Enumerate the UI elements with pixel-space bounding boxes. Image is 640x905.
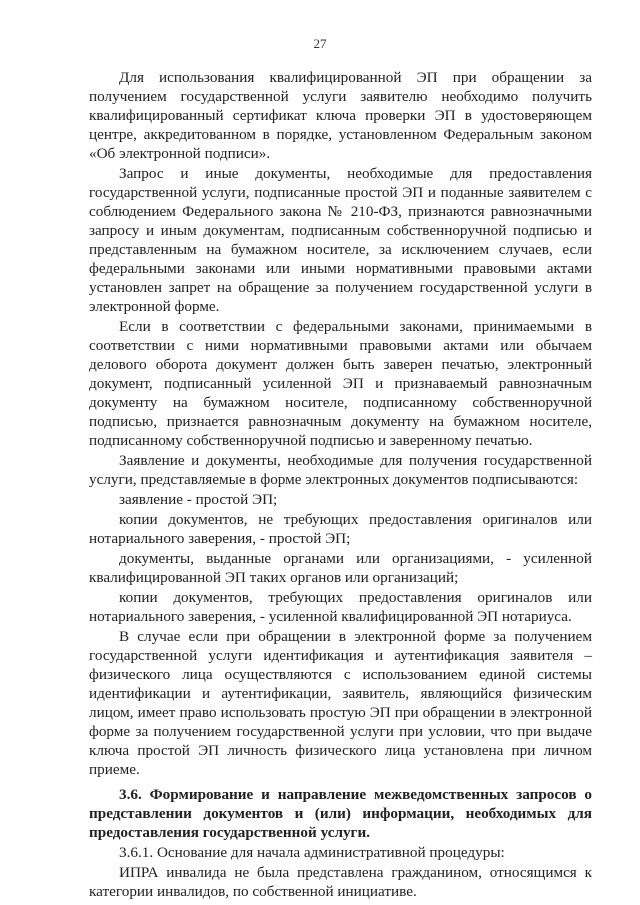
paragraph-seal-equivalence: Если в соответствии с федеральными законами, принимаемыми в соответствии с ними нормативными правовыми актами или обычаем делового оборота документ должен быть заверен печатью, электронный документ, подписанный усиленной ЭП и признаваемый равнозначным документу на бумажном носителе, подписанному собственноручной подписью, признается равнозначным документу на бумажном носителе, подписанному собственноручной подписью и заверенному печатью. (89, 318, 592, 449)
list-item-issued-documents: документы, выданные органами или организациями, - усиленной квалифицированной ЭП таких органов или организаций; (89, 550, 592, 586)
paragraph-procedure-basis: 3.6.1. Основание для начала административной процедуры: (119, 844, 505, 861)
paragraph-qualified-signature: Для использования квалифицированной ЭП при обращении за получением государственной услуги заявителю необходимо получить квалифицированный сертификат ключа проверки ЭП в удостоверяющем центре, аккредитованном в порядке, установленном Федеральным законом «Об электронной подписи». (89, 69, 592, 162)
page-body (89, 68, 592, 901)
paragraph-simple-signature-equivalence: Запрос и иные документы, необходимые для предоставления государственной услуги, подписанные простой ЭП и поданные заявителем с соблюдением Федерального закона № 210-ФЗ, признаются равнозначными запросу и иным документам, подписанным собственноручной подписью и представленным на бумажном носителе, за исключением случаев, если федеральными законами или иными нормативными правовыми актами установлен запрет на обращение за получением государственной услуги в электронной форме. (89, 165, 592, 315)
list-item-copies-notary: копии документов, требующих предоставления оригиналов или нотариального заверения, - усиленной квалифицированной ЭП нотариуса. (89, 589, 592, 625)
paragraph-signing-intro: Заявление и документы, необходимые для получения государственной услуги, представляемые в форме электронных документов подписываются: (89, 452, 592, 488)
section-heading: 3.6. Формирование и направление межведомственных запросов о представлении документов и (или) информации, необходимых для предоставления государственной услуги. (89, 786, 592, 841)
paragraph-identification: В случае если при обращении в электронной форме за получением государственной услуги идентификация и аутентификация заявителя – физического лица осуществляются с использованием единой системы идентификации и аутентификации, заявитель, являющийся физическим лицом, имеет право использовать простую ЭП при обращении в электронной форме за получением государственной услуги при условии, что при выдаче ключа простой ЭП личность физического лица установлена при личном приеме. (89, 628, 592, 778)
list-item-copies-simple: копии документов, не требующих предоставления оригиналов или нотариального заверения, - простой ЭП; (89, 511, 592, 547)
page-number: 27 (313, 36, 327, 51)
paragraph-ipra: ИПРА инвалида не была представлена гражданином, относящимся к категории инвалидов, по собственной инициативе. (89, 864, 592, 900)
list-item-application: заявление - простой ЭП; (119, 491, 278, 508)
